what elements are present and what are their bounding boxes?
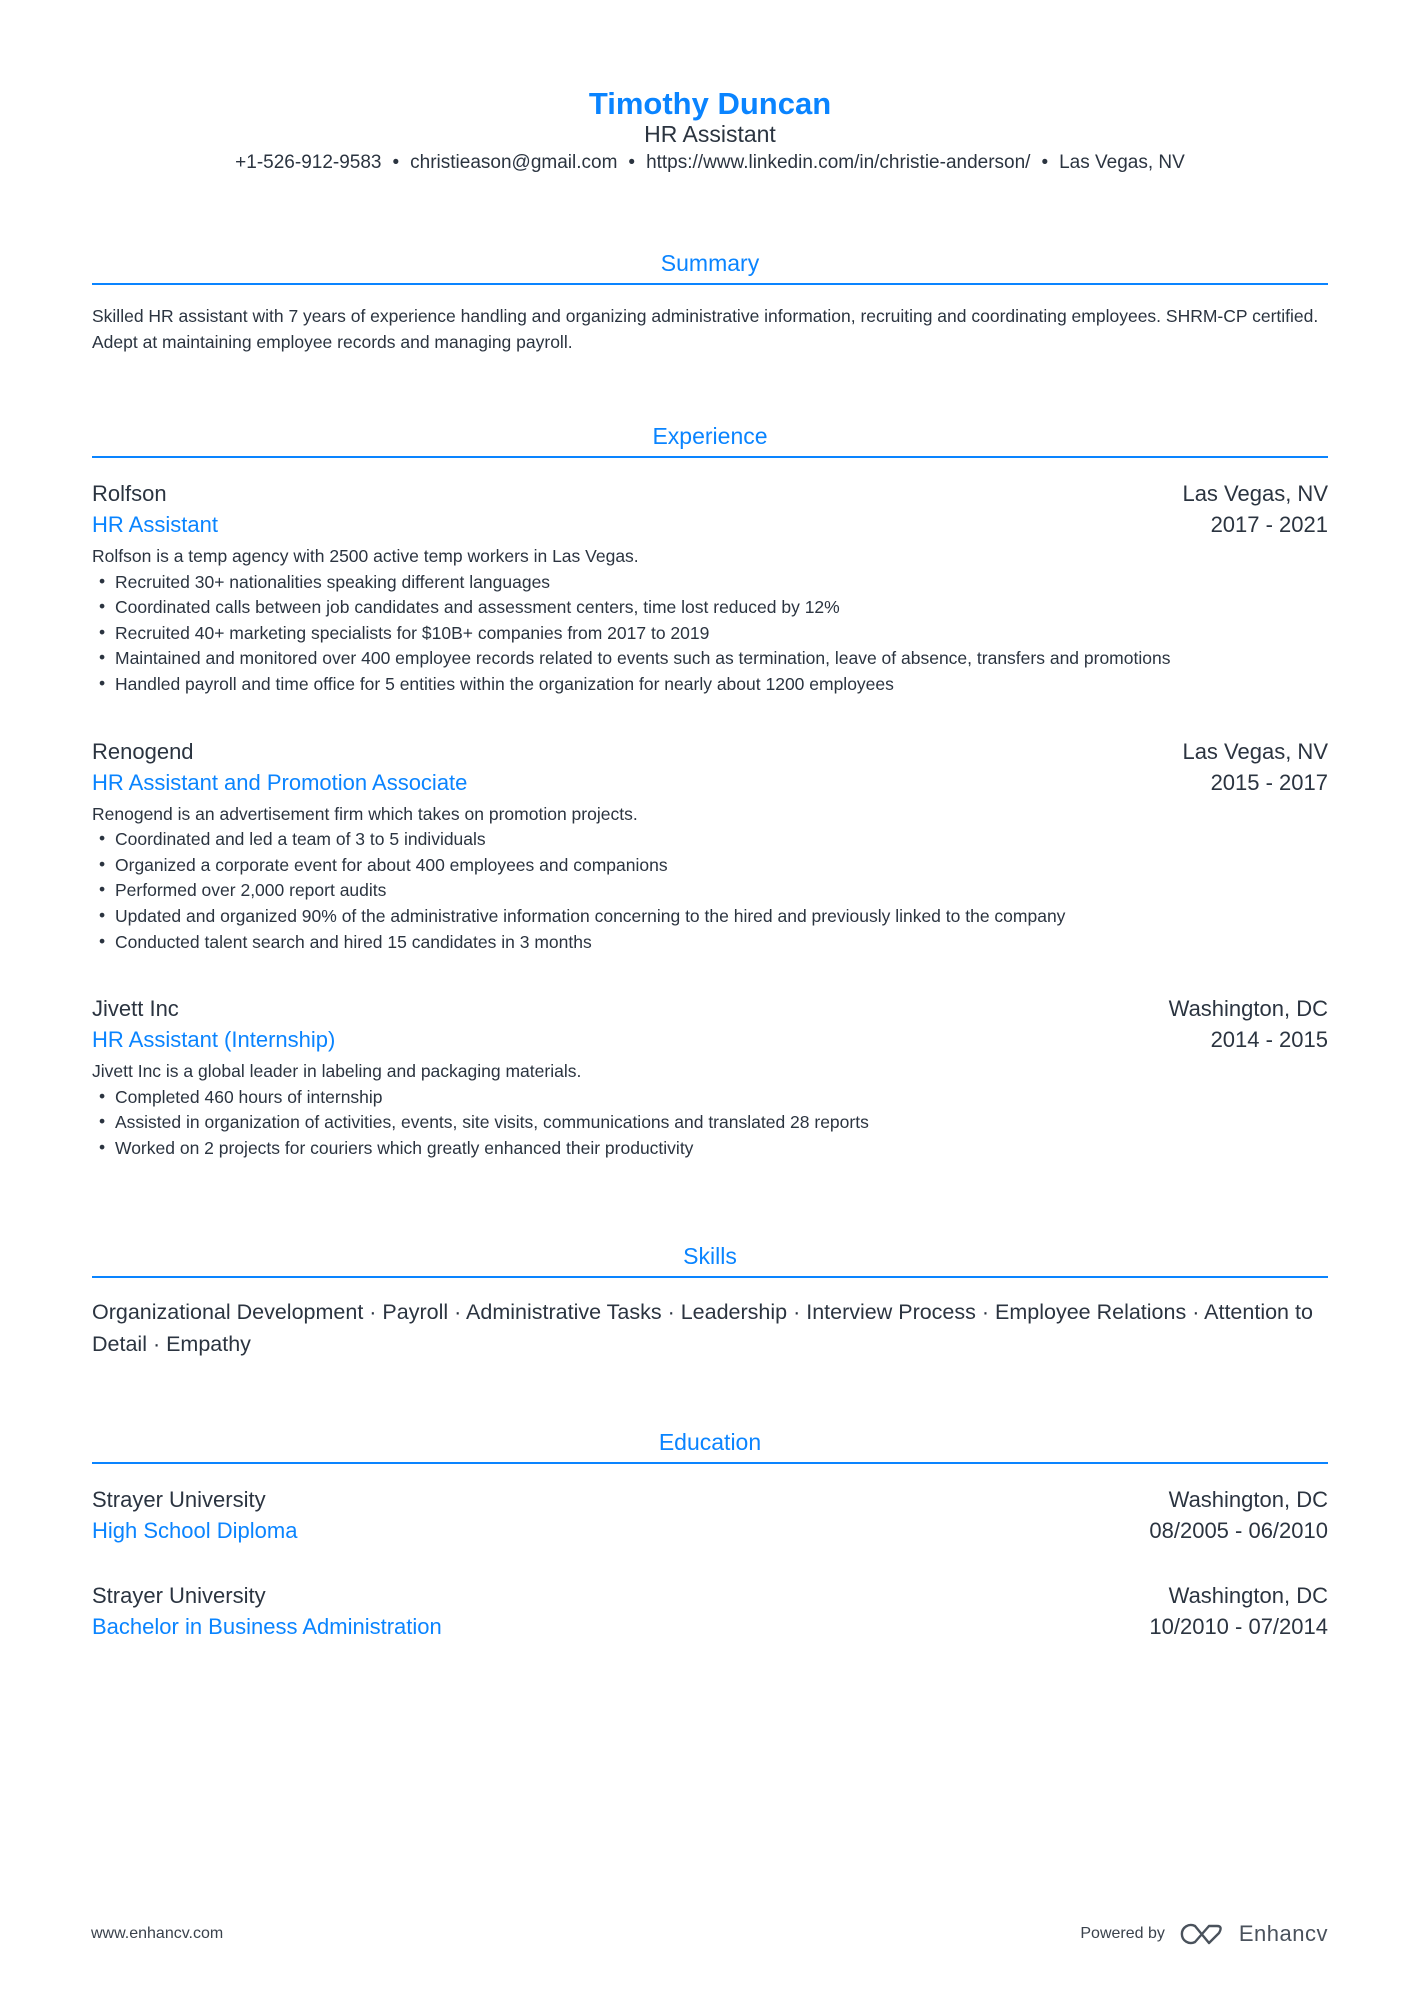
skill-item: Attention to Detail bbox=[92, 1300, 1313, 1356]
company-description: Renogend is an advertisement firm which takes on promotion projects. bbox=[92, 803, 638, 824]
bullet-item: • Conducted talent search and hired 15 candidates in 3 months bbox=[92, 930, 1328, 956]
skill-item: Payroll bbox=[382, 1300, 449, 1324]
skill-item: Empathy bbox=[166, 1332, 251, 1356]
experience-section bbox=[92, 421, 1328, 1162]
entry-dates: 2017 - 2021 bbox=[1210, 512, 1328, 537]
entry-dates: 2014 - 2015 bbox=[1210, 1027, 1328, 1053]
section-heading: Summary bbox=[660, 250, 760, 276]
job-role: HR Assistant bbox=[92, 512, 218, 537]
entry-header bbox=[92, 1580, 1328, 1611]
education-entry bbox=[92, 1484, 1328, 1546]
school-name: Strayer University bbox=[92, 1583, 266, 1608]
skill-separator: · bbox=[448, 1300, 467, 1324]
section-heading: Experience bbox=[652, 423, 768, 449]
bullet-item: • Completed 460 hours of internship bbox=[92, 1085, 1328, 1111]
enhancv-brand: Enhancv bbox=[1238, 1921, 1328, 1946]
job-role: HR Assistant (Internship) bbox=[92, 1027, 336, 1053]
divider bbox=[92, 1462, 1328, 1464]
skill-item: Organizational Development bbox=[92, 1300, 364, 1324]
skill-item: Leadership bbox=[680, 1300, 788, 1324]
candidate-name: Timothy Duncan bbox=[588, 86, 832, 121]
entry-header bbox=[92, 478, 1328, 509]
skills-section bbox=[92, 1241, 1328, 1360]
website-link[interactable]: www.enhancv.com bbox=[91, 1925, 224, 1942]
skill-separator: · bbox=[363, 1300, 383, 1324]
phone: +1-526-912-9583 bbox=[235, 152, 382, 173]
divider bbox=[92, 283, 1328, 285]
company-description: Rolfson is a temp agency with 2500 active temp workers in Las Vegas. bbox=[92, 546, 639, 566]
entry-subheader bbox=[92, 509, 1328, 540]
degree: Bachelor in Business Administration bbox=[92, 1614, 442, 1639]
location: Las Vegas, NV bbox=[1059, 152, 1185, 173]
bullet-item: • Organized a corporate event for about 400 employees and companions bbox=[92, 853, 1328, 879]
entry-subheader bbox=[92, 1024, 1328, 1055]
bullet-item: • Updated and organized 90% of the administrative information concerning to the hired and previously linked to the company bbox=[92, 904, 1328, 930]
entry-dates: 10/2010 - 07/2014 bbox=[1149, 1614, 1328, 1639]
entry-subheader bbox=[92, 767, 1328, 798]
degree: High School Diploma bbox=[92, 1518, 298, 1543]
skill-item: Employee Relations bbox=[995, 1300, 1187, 1324]
entry-location: Las Vegas, NV bbox=[1182, 738, 1328, 764]
bullet-list bbox=[92, 570, 1328, 698]
bullet-item: • Coordinated and led a team of 3 to 5 individuals bbox=[92, 827, 1328, 853]
skills-list bbox=[92, 1296, 1328, 1360]
email-link[interactable]: christieason@gmail.com bbox=[410, 152, 618, 173]
separator: • bbox=[628, 152, 636, 173]
entry-subheader bbox=[92, 1611, 1328, 1642]
entry-header bbox=[92, 1484, 1328, 1515]
entry-location: Washington, DC bbox=[1168, 996, 1328, 1022]
skill-separator: · bbox=[1186, 1300, 1205, 1324]
skill-item: Administrative Tasks bbox=[466, 1300, 662, 1324]
bullet-item: • Performed over 2,000 report audits bbox=[92, 878, 1328, 904]
school-name: Strayer University bbox=[92, 1487, 266, 1512]
skill-separator: · bbox=[787, 1300, 807, 1324]
bullet-item: • Handled payroll and time office for 5 entities within the organization for nearly about 1200 employees bbox=[92, 672, 1328, 698]
skill-separator: · bbox=[661, 1300, 681, 1324]
bullet-item: • Worked on 2 projects for couriers which greatly enhanced their productivity bbox=[92, 1136, 1328, 1162]
company-name: Jivett Inc bbox=[92, 996, 179, 1022]
entry-location: Washington, DC bbox=[1168, 1583, 1328, 1608]
entry-location: Washington, DC bbox=[1168, 1487, 1328, 1512]
entry-header bbox=[92, 736, 1328, 767]
section-heading: Education bbox=[658, 1429, 762, 1455]
divider bbox=[92, 1276, 1328, 1278]
experience-entry bbox=[92, 478, 1328, 698]
skill-separator: · bbox=[146, 1332, 167, 1356]
entry-subheader bbox=[92, 1515, 1328, 1546]
bullet-item: • Recruited 30+ nationalities speaking different languages bbox=[92, 570, 1328, 596]
job-role: HR Assistant and Promotion Associate bbox=[92, 769, 468, 795]
skill-item: Interview Process bbox=[806, 1300, 976, 1324]
section-heading: Skills bbox=[683, 1243, 737, 1269]
separator: • bbox=[392, 152, 400, 173]
bullet-item: • Recruited 40+ marketing specialists for $10B+ companies from 2017 to 2019 bbox=[92, 621, 1328, 647]
footer bbox=[91, 1921, 1328, 1947]
bullet-item: • Coordinated calls between job candidates and assessment centers, time lost reduced by 12% bbox=[92, 595, 1328, 621]
summary-section bbox=[92, 248, 1328, 355]
experience-entry bbox=[92, 736, 1328, 956]
entry-dates: 2015 - 2017 bbox=[1210, 769, 1328, 795]
entry-dates: 08/2005 - 06/2010 bbox=[1149, 1518, 1328, 1543]
powered-by-label: Powered by bbox=[1080, 1925, 1165, 1942]
bullet-list bbox=[92, 827, 1328, 955]
education-section bbox=[92, 1427, 1328, 1642]
candidate-title: HR Assistant bbox=[644, 121, 776, 147]
bullet-item: • Maintained and monitored over 400 employee records related to events such as termination, leave of absence, transfers and promotions bbox=[92, 646, 1328, 672]
divider bbox=[92, 456, 1328, 458]
enhancv-logo-icon bbox=[1179, 1921, 1225, 1947]
company-name: Renogend bbox=[92, 738, 194, 764]
powered-by bbox=[1080, 1921, 1328, 1947]
entry-header bbox=[92, 993, 1328, 1024]
summary-text: Skilled HR assistant with 7 years of experience handling and organizing administrative information, recruiting and coordinating employees. SHRM-CP certified. Adept at maintaining employee records and managing payroll. bbox=[92, 306, 1319, 352]
experience-entry bbox=[92, 993, 1328, 1161]
contact-line bbox=[92, 152, 1328, 174]
company-name: Rolfson bbox=[92, 481, 167, 506]
bullet-list bbox=[92, 1085, 1328, 1162]
bullet-item: • Assisted in organization of activities, events, site visits, communications and translated 28 reports bbox=[92, 1110, 1328, 1136]
linkedin-link[interactable]: https://www.linkedin.com/in/christie-anderson/ bbox=[646, 152, 1031, 173]
company-description: Jivett Inc is a global leader in labeling and packaging materials. bbox=[92, 1061, 582, 1082]
skill-separator: · bbox=[975, 1300, 995, 1324]
separator: • bbox=[1041, 152, 1049, 173]
entry-location: Las Vegas, NV bbox=[1182, 481, 1328, 506]
education-entry bbox=[92, 1580, 1328, 1642]
